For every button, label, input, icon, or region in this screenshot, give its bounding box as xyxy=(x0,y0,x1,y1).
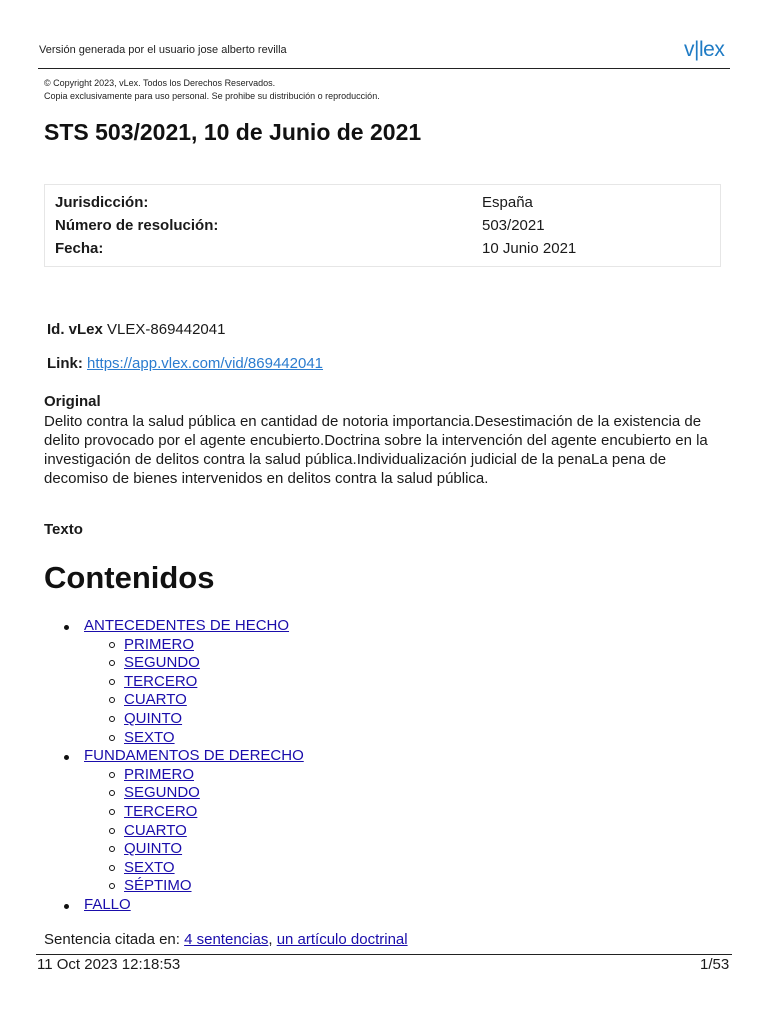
bullet-icon xyxy=(64,904,69,909)
toc-link[interactable]: SEGUNDO xyxy=(124,784,200,802)
toc-item-antecedentes xyxy=(44,617,304,747)
vlex-id-label: Id. vLex xyxy=(47,321,103,338)
original-summary: Delito contra la salud pública en cantidad de notoria importancia.Desestimación de la existencia de delito provocado por el agente encubierto.Doctrina sobre la intervención del agente encubierto en la investigación de delitos contra la salud pública.Individualización judicial de la penaLa pena de decomiso de bienes intervenidos en delitos contra la salud pública. xyxy=(44,413,708,487)
circle-bullet-icon xyxy=(109,809,115,815)
circle-bullet-icon xyxy=(109,828,115,834)
table-of-contents xyxy=(44,617,304,915)
toc-subitem xyxy=(84,673,304,692)
copyright-notice xyxy=(44,77,380,103)
meta-label: Fecha: xyxy=(55,240,104,257)
circle-bullet-icon xyxy=(109,679,115,685)
circle-bullet-icon xyxy=(109,716,115,722)
contents-heading: Contenidos xyxy=(44,560,215,595)
cited-separator: , xyxy=(268,931,273,948)
vlex-logo xyxy=(684,38,724,62)
circle-bullet-icon xyxy=(109,642,115,648)
meta-row-jurisdiction xyxy=(55,194,533,211)
toc-subitem xyxy=(84,859,304,878)
meta-value: España xyxy=(482,194,533,211)
toc-link[interactable]: SEXTO xyxy=(124,858,175,876)
generated-by-text: Versión generada por el usuario jose alberto revilla xyxy=(39,44,287,56)
toc-link[interactable]: ANTECEDENTES DE HECHO xyxy=(84,617,290,634)
toc-item-fundamentos xyxy=(44,747,304,896)
meta-label: Número de resolución: xyxy=(55,217,219,234)
vlex-id-value: VLEX-869442041 xyxy=(107,321,226,338)
toc-link[interactable]: CUARTO xyxy=(124,821,187,839)
toc-subitem xyxy=(84,691,304,710)
original-heading: Original xyxy=(44,393,101,410)
circle-bullet-icon xyxy=(109,660,115,666)
toc-subitem xyxy=(84,766,304,785)
toc-link[interactable]: FUNDAMENTOS DE DERECHO xyxy=(84,747,304,765)
bullet-icon xyxy=(64,625,69,630)
toc-link[interactable]: TERCERO xyxy=(124,802,198,820)
toc-subitem xyxy=(84,636,304,655)
toc-subitem xyxy=(84,710,304,729)
toc-link[interactable]: QUINTO xyxy=(124,709,183,727)
toc-subitem xyxy=(84,822,304,841)
texto-heading: Texto xyxy=(44,521,83,538)
circle-bullet-icon xyxy=(109,846,115,852)
document-link[interactable]: https://app.vlex.com/vid/869442041 xyxy=(87,355,324,372)
toc-link[interactable]: QUINTO xyxy=(124,840,183,858)
toc-link[interactable]: SEXTO xyxy=(124,728,175,746)
vlex-id-row xyxy=(47,321,225,338)
document-title: STS 503/2021, 10 de Junio de 2021 xyxy=(44,119,422,145)
meta-value: 503/2021 xyxy=(482,217,545,234)
bullet-icon xyxy=(64,755,69,760)
toc-link[interactable]: CUARTO xyxy=(124,691,187,709)
meta-value: 10 Junio 2021 xyxy=(482,240,577,257)
logo-v: v xyxy=(684,38,694,61)
cited-article-link[interactable]: un artículo doctrinal xyxy=(276,931,408,948)
toc-subitem xyxy=(84,654,304,673)
toc-link[interactable]: PRIMERO xyxy=(124,635,195,653)
meta-row-date xyxy=(55,240,577,257)
toc-sublist xyxy=(84,766,304,896)
link-row xyxy=(47,355,323,372)
toc-subitem xyxy=(84,840,304,859)
metadata-table xyxy=(44,184,721,267)
toc-link[interactable]: FALLO xyxy=(84,895,131,913)
circle-bullet-icon xyxy=(109,865,115,871)
toc-link[interactable]: TERCERO xyxy=(124,672,198,690)
toc-subitem xyxy=(84,803,304,822)
cited-prefix: Sentencia citada en: xyxy=(44,931,180,948)
circle-bullet-icon xyxy=(109,883,115,889)
toc-link[interactable]: SÉPTIMO xyxy=(124,877,192,895)
header-divider xyxy=(38,68,730,69)
toc-link[interactable]: PRIMERO xyxy=(124,765,195,783)
toc-sublist xyxy=(84,636,304,748)
cited-sentences-link[interactable]: 4 sentencias xyxy=(184,931,269,948)
toc-subitem xyxy=(84,784,304,803)
logo-lex: lex xyxy=(698,38,725,61)
circle-bullet-icon xyxy=(109,697,115,703)
footer-timestamp: 11 Oct 2023 12:18:53 xyxy=(37,956,181,973)
toc-item-fallo xyxy=(44,896,304,915)
copyright-line-2: Copia exclusivamente para uso personal. Se prohibe su distribución o reproducción. xyxy=(44,91,380,101)
page-number: 1/53 xyxy=(700,956,730,973)
meta-label: Jurisdicción: xyxy=(55,194,149,211)
meta-row-resolution-number xyxy=(55,217,545,234)
link-label: Link: xyxy=(47,355,83,372)
cited-in-row xyxy=(44,931,408,948)
circle-bullet-icon xyxy=(109,790,115,796)
toc-link[interactable]: SEGUNDO xyxy=(124,654,200,672)
toc-subitem xyxy=(84,877,304,896)
circle-bullet-icon xyxy=(109,735,115,741)
logo-bar: | xyxy=(694,38,699,61)
toc-subitem xyxy=(84,729,304,748)
circle-bullet-icon xyxy=(109,772,115,778)
copyright-line-1: © Copyright 2023, vLex. Todos los Derechos Reservados. xyxy=(44,78,276,88)
footer-divider xyxy=(36,954,732,955)
